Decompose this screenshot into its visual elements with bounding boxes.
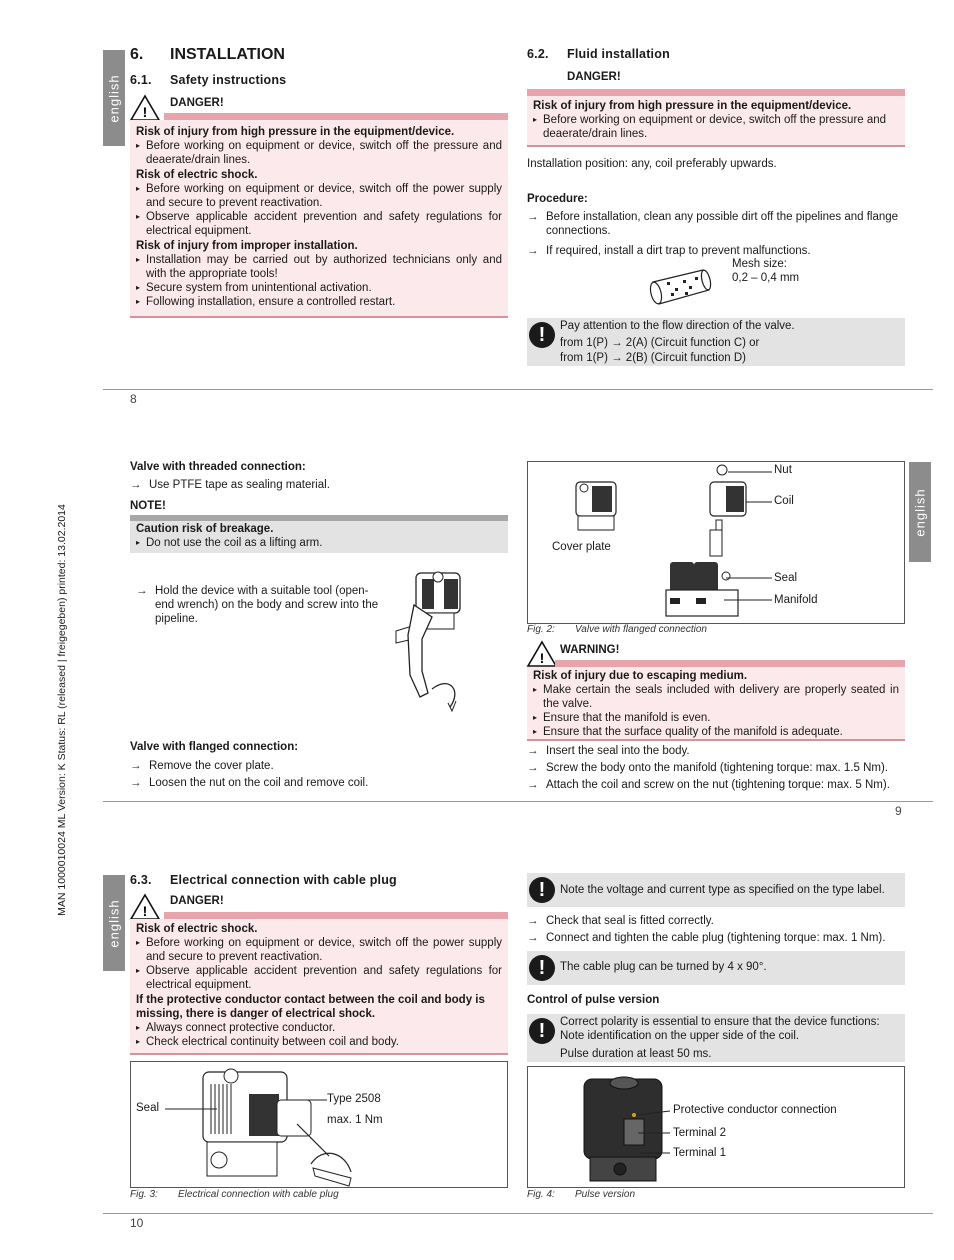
torque-label: max. 1 Nm (327, 1114, 383, 1126)
danger-label: DANGER! (170, 895, 224, 907)
protective-conductor-label: Protective conductor connection (673, 1104, 837, 1116)
figure-2-frame (527, 461, 905, 624)
subsection-number: 6.2. (527, 47, 549, 61)
arrow-icon: → (527, 245, 539, 257)
bullet: ▸ (533, 727, 538, 736)
danger-item: Before working on equipment or device, switch off the power supply and secure to prevent reactivation. (146, 183, 502, 209)
danger-box (527, 96, 905, 147)
polarity-note (527, 1014, 905, 1062)
danger-item: Secure system from unintentional activation. (146, 282, 372, 294)
cover-plate-label: Cover plate (552, 541, 611, 553)
danger-item: Following installation, ensure a controlled restart. (146, 296, 396, 308)
figure-3-leader-lines (131, 1062, 509, 1189)
flow-direction-1: from 1(P) → 2(A) (Circuit function C) or (560, 337, 760, 349)
manifold-label: Manifold (774, 594, 818, 606)
page-divider (103, 1213, 933, 1214)
document-status-line: MAN 1000010024 ML Version: K Status: RL (released | freigegeben) printed: 13.02.2014 (56, 504, 68, 916)
bullet: ▸ (136, 538, 141, 547)
arrow-icon: → (527, 745, 539, 757)
step-text: Screw the body onto the manifold (tightening torque: max. 1.5 Nm). (546, 762, 888, 774)
danger-block-title: Risk of electric shock. (136, 923, 258, 935)
hold-step (136, 584, 386, 626)
exclamation-icon: ! (529, 877, 555, 903)
bullet: ▸ (533, 685, 538, 694)
mesh-size-value: 0,2 – 0,4 mm (732, 272, 800, 284)
page-number: 10 (130, 1216, 144, 1230)
language-tab: english (103, 875, 125, 971)
bullet: ▸ (136, 283, 141, 292)
language-tab: english (103, 50, 125, 146)
warning-box (527, 667, 905, 741)
step-text: Check that seal is fitted correctly. (546, 915, 714, 927)
procedure-step: If required, install a dirt trap to prevent malfunctions. (546, 245, 811, 257)
arrow-icon: → (527, 915, 539, 927)
figure-2-number: Fig. 2: (527, 624, 555, 635)
connection-steps (527, 914, 885, 945)
subsection-number: 6.1. (130, 73, 152, 87)
warning-item: Ensure that the manifold is even. (543, 712, 711, 724)
exclamation-icon: ! (529, 955, 555, 981)
danger-item: Installation may be carried out by authorized technicians only and with the appropriate tools! (146, 254, 502, 280)
bullet: ▸ (533, 713, 538, 722)
assembly-steps (527, 744, 890, 792)
flanged-steps (130, 759, 368, 790)
danger-label: DANGER! (567, 71, 621, 83)
subsection-title: Fluid installation (567, 47, 670, 61)
cable-plug-note-text: The cable plug can be turned by 4 x 90°. (560, 961, 767, 973)
arrow-icon: → (527, 779, 539, 791)
note-label: NOTE! (130, 500, 166, 512)
warning-item: Make certain the seals included with delivery are properly seated in the valve. (543, 684, 899, 710)
procedure-step: Before installation, clean any possible dirt off the pipelines and flange connections. (546, 211, 899, 237)
polarity-text: Correct polarity is essential to ensure that the device functions: Note identification on the upper side of the coil. (560, 1016, 880, 1042)
figure-3-caption: Electrical connection with cable plug (178, 1189, 339, 1200)
warning-triangle-icon (130, 95, 160, 121)
warning-item: Ensure that the surface quality of the manifold is adequate. (543, 726, 843, 738)
procedure-steps (527, 210, 907, 258)
step-text: Connect and tighten the cable plug (tightening torque: max. 1 Nm). (546, 932, 886, 944)
step-text: Use PTFE tape as sealing material. (149, 479, 330, 491)
voltage-note (527, 873, 905, 907)
note-title: Caution risk of breakage. (136, 523, 274, 535)
flow-note-text: Pay attention to the flow direction of the valve. (560, 320, 795, 332)
step-text: Hold the device with a suitable tool (open-end wrench) on the body and screw into the pipeline. (155, 585, 379, 625)
svg-text:!: ! (539, 650, 545, 666)
bullet: ▸ (136, 297, 141, 306)
nut-label: Nut (774, 464, 792, 476)
section-number: 6. (130, 46, 144, 63)
pulse-duration-text: Pulse duration at least 50 ms. (560, 1048, 712, 1060)
danger-block-title: If the protective conductor contact between the coil and body is missing, there is danger of electrical shock. (136, 994, 485, 1020)
danger-block-title: Risk of injury from high pressure in the equipment/device. (136, 126, 455, 138)
dirt-trap-illustration (645, 268, 713, 308)
arrow-icon: → (527, 211, 539, 223)
svg-text:!: ! (142, 104, 148, 120)
flow-direction-2: from 1(P) → 2(B) (Circuit function D) (560, 352, 746, 364)
terminal-2-label: Terminal 2 (673, 1127, 727, 1139)
voltage-note-text: Note the voltage and current type as specified on the type label. (560, 884, 885, 896)
danger-item: Before working on equipment or device, switch off the power supply and secure to prevent reactivation. (146, 937, 502, 963)
bullet: ▸ (136, 255, 141, 264)
threaded-step (130, 478, 330, 492)
step-text: Loosen the nut on the coil and remove coil. (149, 777, 369, 789)
subsection-number: 6.3. (130, 873, 152, 887)
warning-triangle-icon (130, 894, 160, 920)
bullet: ▸ (136, 1037, 141, 1046)
danger-item: Check electrical continuity between coil and body. (146, 1036, 399, 1048)
arrow-icon: → (130, 479, 142, 491)
bullet: ▸ (533, 115, 538, 124)
svg-text:!: ! (142, 903, 148, 919)
danger-block-title: Risk of injury from high pressure in the equipment/device. (533, 100, 852, 112)
danger-bar (164, 113, 508, 120)
bullet: ▸ (136, 1023, 141, 1032)
bullet: ▸ (136, 141, 141, 150)
procedure-heading: Procedure: (527, 193, 588, 205)
danger-box (130, 919, 508, 1055)
cable-plug-note (527, 951, 905, 985)
danger-item: Observe applicable accident prevention and safety regulations for electrical equipment. (146, 211, 502, 237)
bullet: ▸ (136, 184, 141, 193)
page-divider (103, 801, 933, 802)
section-title: INSTALLATION (170, 46, 285, 63)
flanged-heading: Valve with flanged connection: (130, 741, 299, 753)
note-item: Do not use the coil as a lifting arm. (146, 537, 323, 549)
danger-block-title: Risk of injury from improper installation. (136, 240, 358, 252)
bullet: ▸ (136, 212, 141, 221)
threaded-heading: Valve with threaded connection: (130, 461, 306, 473)
bullet: ▸ (136, 966, 141, 975)
installation-position: Installation position: any, coil preferably upwards. (527, 158, 777, 170)
arrow-icon: → (130, 760, 142, 772)
exclamation-icon: ! (529, 1018, 555, 1044)
figure-3-frame (130, 1061, 508, 1188)
arrow-icon: → (130, 777, 142, 789)
step-text: Remove the cover plate. (149, 760, 274, 772)
exclamation-icon: ! (529, 322, 555, 348)
figure-2-caption: Valve with flanged connection (575, 624, 707, 635)
note-box (130, 521, 508, 553)
page-number: 9 (895, 804, 902, 818)
subsection-title: Safety instructions (170, 73, 287, 87)
figure-4-number: Fig. 4: (527, 1189, 555, 1200)
danger-bar (527, 89, 905, 96)
flow-direction-note (527, 318, 905, 366)
danger-item: Before working on equipment or device, switch off the pressure and deaerate/drain lines. (543, 114, 887, 140)
step-text: Attach the coil and screw on the nut (tightening torque: max. 5 Nm). (546, 779, 890, 791)
language-tab: english (909, 462, 931, 562)
warning-bar (555, 660, 905, 667)
bullet: ▸ (136, 938, 141, 947)
danger-item: Always connect protective conductor. (146, 1022, 336, 1034)
arrow-icon: → (527, 932, 539, 944)
terminal-1-label: Terminal 1 (673, 1147, 727, 1159)
danger-item: Before working on equipment or device, switch off the pressure and deaerate/drain lines. (146, 140, 502, 166)
figure-4-frame (527, 1066, 905, 1188)
warning-triangle-icon (527, 641, 557, 667)
warning-label: WARNING! (560, 644, 620, 656)
arrow-icon: → (527, 762, 539, 774)
figure-3-number: Fig. 3: (130, 1189, 158, 1200)
type-label: Type 2508 (327, 1093, 381, 1105)
figure-4-caption: Pulse version (575, 1189, 636, 1200)
warning-title: Risk of injury due to escaping medium. (533, 670, 748, 682)
subsection-title: Electrical connection with cable plug (170, 873, 397, 887)
mesh-size-label: Mesh size: (732, 258, 787, 270)
danger-block-title: Risk of electric shock. (136, 169, 258, 181)
danger-bar (164, 912, 508, 919)
page-number: 8 (130, 392, 137, 406)
seal-label: Seal (774, 572, 798, 584)
danger-label: DANGER! (170, 97, 224, 109)
danger-item: Observe applicable accident prevention and safety regulations for electrical equipment. (146, 965, 502, 991)
seal-label: Seal (136, 1102, 160, 1114)
coil-label: Coil (774, 495, 794, 507)
wrench-valve-illustration (392, 565, 472, 713)
danger-box (130, 120, 508, 318)
step-text: Insert the seal into the body. (546, 745, 690, 757)
pulse-heading: Control of pulse version (527, 994, 660, 1006)
arrow-icon: → (136, 585, 148, 597)
page-divider (103, 389, 933, 390)
